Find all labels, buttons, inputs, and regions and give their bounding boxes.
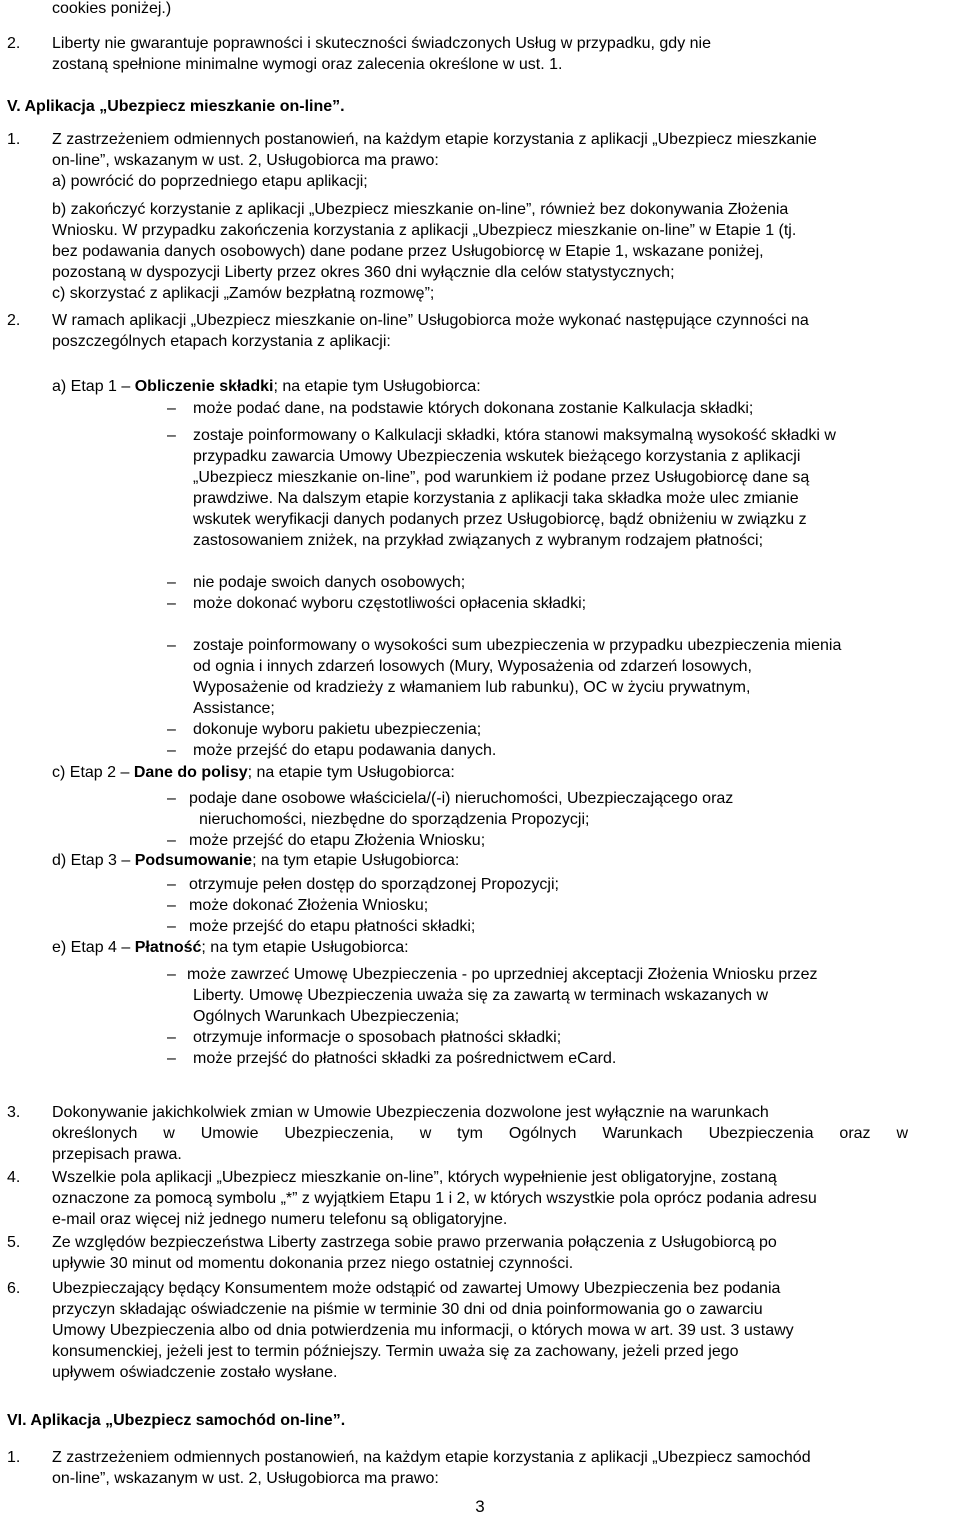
list-item-line: „Ubezpiecz mieszkanie on-line”, pod warunkiem iż podane przez Usługobiorcę dane są xyxy=(193,469,810,486)
paragraph-line: poszczególnych etapach korzystania z aplikacji: xyxy=(52,333,391,350)
paragraph-line: Ze względów bezpieczeństwa Liberty zastrzega sobie prawo przerwania połączenia z Usługobiorcą po xyxy=(52,1234,777,1251)
list-item: otrzymuje pełen dostęp do sporządzonej Propozycji; xyxy=(189,876,559,893)
paragraph-line: zostaną spełnione minimalne wymogi oraz zalecenia określone w ust. 1. xyxy=(52,56,563,73)
paragraph-line: on-line”, wskazanym w ust. 2, Usługobiorca ma prawo: xyxy=(52,152,439,169)
list-item-line: wskutek weryfikacji danych podanych przez Usługobiorcę, bądź obniżeniu w związku z xyxy=(193,511,807,528)
list-item-line: nieruchomości, niezbędne do sporządzenia Propozycji; xyxy=(199,811,590,828)
dash-bullet: – xyxy=(167,918,176,935)
dash-bullet: – xyxy=(167,832,176,849)
list-item: może przejść do etapu podawania danych. xyxy=(193,742,497,759)
paragraph-line: Liberty nie gwarantuje poprawności i skuteczności świadczonych Usług w przypadku, gdy nie xyxy=(52,35,711,52)
option-b-line: bez podawania danych osobowych) dane podane przez Usługobiorcę w Etapie 1, wskazane poniżej, xyxy=(52,243,764,260)
list-item-line: zostaje poinformowany o Kalkulacji składki, która stanowi maksymalną wysokość składki w xyxy=(193,427,836,444)
intro-tail: cookies poniżej.) xyxy=(52,0,172,17)
list-item-line: prawdziwe. Na dalszym etapie korzystania z aplikacji taka składka może ulec zmianie xyxy=(193,490,799,507)
dash-bullet: – xyxy=(167,966,176,983)
dash-bullet: – xyxy=(167,790,176,807)
option-c: c) skorzystać z aplikacji „Zamów bezpłatną rozmowę”; xyxy=(52,285,435,302)
stage-3-heading: d) Etap 3 – Podsumowanie; na tym etapie Usługobiorca: xyxy=(52,852,460,869)
dash-bullet: – xyxy=(167,427,176,444)
section-heading-vi: VI. Aplikacja „Ubezpiecz samochód on-line”. xyxy=(7,1412,346,1429)
paragraph-line: W ramach aplikacji „Ubezpiecz mieszkanie on-line” Usługobiorca może wykonać następujące czynności na xyxy=(52,312,809,329)
item-number: 2. xyxy=(7,312,21,329)
dash-bullet: – xyxy=(167,595,176,612)
item-number: 1. xyxy=(7,131,21,148)
list-item: może dokonać Złożenia Wniosku; xyxy=(189,897,429,914)
list-item-line: od ognia i innych zdarzeń losowych (Mury, Wyposażenia od zdarzeń losowych, xyxy=(193,658,752,675)
section-heading-v: V. Aplikacja „Ubezpiecz mieszkanie on-line”. xyxy=(7,98,345,115)
dash-bullet: – xyxy=(167,897,176,914)
paragraph-line: Dokonywanie jakichkolwiek zmian w Umowie Ubezpieczenia dozwolone jest wyłącznie na warunkach xyxy=(52,1104,769,1121)
stage-1-heading: a) Etap 1 – Obliczenie składki; na etapie tym Usługobiorca: xyxy=(52,378,481,395)
option-b-line: Wniosku. W przypadku zakończenia korzystania z aplikacji „Ubezpiecz mieszkanie on-line” w Etapie 1 (tj. xyxy=(52,222,797,239)
paragraph-line: przepisach prawa. xyxy=(52,1146,182,1163)
list-item: nie podaje swoich danych osobowych; xyxy=(193,574,466,591)
dash-bullet: – xyxy=(167,400,176,417)
dash-bullet: – xyxy=(167,721,176,738)
list-item-line: przypadku zawarcia Umowy Ubezpieczenia wskutek bieżącego korzystania z aplikacji xyxy=(193,448,801,465)
dash-bullet: – xyxy=(167,1029,176,1046)
dash-bullet: – xyxy=(167,637,176,654)
paragraph-line: Wszelkie pola aplikacji „Ubezpiecz mieszkanie on-line”, których wypełnienie jest obligatoryjne, zostaną xyxy=(52,1169,777,1186)
paragraph-line: Z zastrzeżeniem odmiennych postanowień, na każdym etapie korzystania z aplikacji „Ubezpiecz samochód xyxy=(52,1449,811,1466)
list-item-line: Liberty. Umowę Ubezpieczenia uważa się za zawartą w terminach wskazanych w xyxy=(193,987,769,1004)
list-item-line: zastosowaniem zniżek, na przykład związanych z wybranym rodzajem płatności; xyxy=(193,532,764,549)
paragraph-line: przyczyn składając oświadczenie na piśmie w terminie 30 dni od dnia poinformowania go o zawarciu xyxy=(52,1301,763,1318)
list-item: może przejść do etapu Złożenia Wniosku; xyxy=(189,832,486,849)
stage-4-heading: e) Etap 4 – Płatność; na tym etapie Usługobiorca: xyxy=(52,939,409,956)
list-item-line: zostaje poinformowany o wysokości sum ubezpieczenia w przypadku ubezpieczenia mienia xyxy=(193,637,842,654)
list-item-line: Ogólnych Warunkach Ubezpieczenia; xyxy=(193,1008,460,1025)
paragraph-line: konsumenckiej, jeżeli jest to termin późniejszy. Termin uważa się za zachowany, jeżeli przed jego xyxy=(52,1343,739,1360)
item-number: 6. xyxy=(7,1280,21,1297)
list-item: może przejść do etapu płatności składki; xyxy=(189,918,476,935)
list-item: dokonuje wyboru pakietu ubezpieczenia; xyxy=(193,721,482,738)
paragraph-line: on-line”, wskazanym w ust. 2, Usługobiorca ma prawo: xyxy=(52,1470,439,1487)
item-number: 4. xyxy=(7,1169,21,1186)
option-b-line: pozostaną w dyspozycji Liberty przez okres 360 dni wyłącznie dla celów statystycznych; xyxy=(52,264,675,281)
paragraph-line: określonych w Umowie Ubezpieczenia, w tym Ogólnych Warunkach Ubezpieczenia oraz w xyxy=(52,1125,908,1142)
paragraph-line: Umowy Ubezpieczenia albo od dnia potwierdzenia mu informacji, o których mowa w art. 39 ust. 3 ustawy xyxy=(52,1322,794,1339)
list-item-line: Wyposażenie od kradzieży z włamaniem lub rabunku), OC w życiu prywatnym, xyxy=(193,679,751,696)
dash-bullet: – xyxy=(167,876,176,893)
dash-bullet: – xyxy=(167,1050,176,1067)
list-item: otrzymuje informacje o sposobach płatności składki; xyxy=(193,1029,562,1046)
item-number: 1. xyxy=(7,1449,21,1466)
list-item: może przejść do płatności składki za pośrednictwem eCard. xyxy=(193,1050,617,1067)
item-number: 5. xyxy=(7,1234,21,1251)
paragraph-line: e-mail oraz więcej niż jednego numeru telefonu są obligatoryjne. xyxy=(52,1211,508,1228)
list-item: może dokonać wyboru częstotliwości opłacenia składki; xyxy=(193,595,587,612)
list-item: może podać dane, na podstawie których dokonana zostanie Kalkulacja składki; xyxy=(193,400,754,417)
page-number: 3 xyxy=(475,1497,485,1516)
paragraph-line: upływem oświadczenie zostało wysłane. xyxy=(52,1364,338,1381)
paragraph-line: Z zastrzeżeniem odmiennych postanowień, na każdym etapie korzystania z aplikacji „Ubezpiecz mieszkanie xyxy=(52,131,817,148)
paragraph-line: Ubezpieczający będący Konsumentem może odstąpić od zawartej Umowy Ubezpieczenia bez podania xyxy=(52,1280,781,1297)
item-number: 2. xyxy=(7,35,21,52)
stage-2-heading: c) Etap 2 – Dane do polisy; na etapie tym Usługobiorca: xyxy=(52,764,455,781)
list-item-line: Assistance; xyxy=(193,700,275,717)
list-item-line: może zawrzeć Umowę Ubezpieczenia - po uprzedniej akceptacji Złożenia Wniosku przez xyxy=(187,966,818,983)
item-number: 3. xyxy=(7,1104,21,1121)
dash-bullet: – xyxy=(167,742,176,759)
paragraph-line: oznaczone za pomocą symbolu „*” z wyjątkiem Etapu 1 i 2, w których wszystkie pola oprócz podania adresu xyxy=(52,1190,817,1207)
list-item-line: podaje dane osobowe właściciela/(-i) nieruchomości, Ubezpieczającego oraz xyxy=(189,790,734,807)
option-b-line: b) zakończyć korzystanie z aplikacji „Ubezpiecz mieszkanie on-line”, również bez dokonywania Złożenia xyxy=(52,201,789,218)
paragraph-line: upływie 30 minut od momentu dokonania przez niego ostatniej czynności. xyxy=(52,1255,574,1272)
dash-bullet: – xyxy=(167,574,176,591)
option-a: a) powrócić do poprzedniego etapu aplikacji; xyxy=(52,173,368,190)
